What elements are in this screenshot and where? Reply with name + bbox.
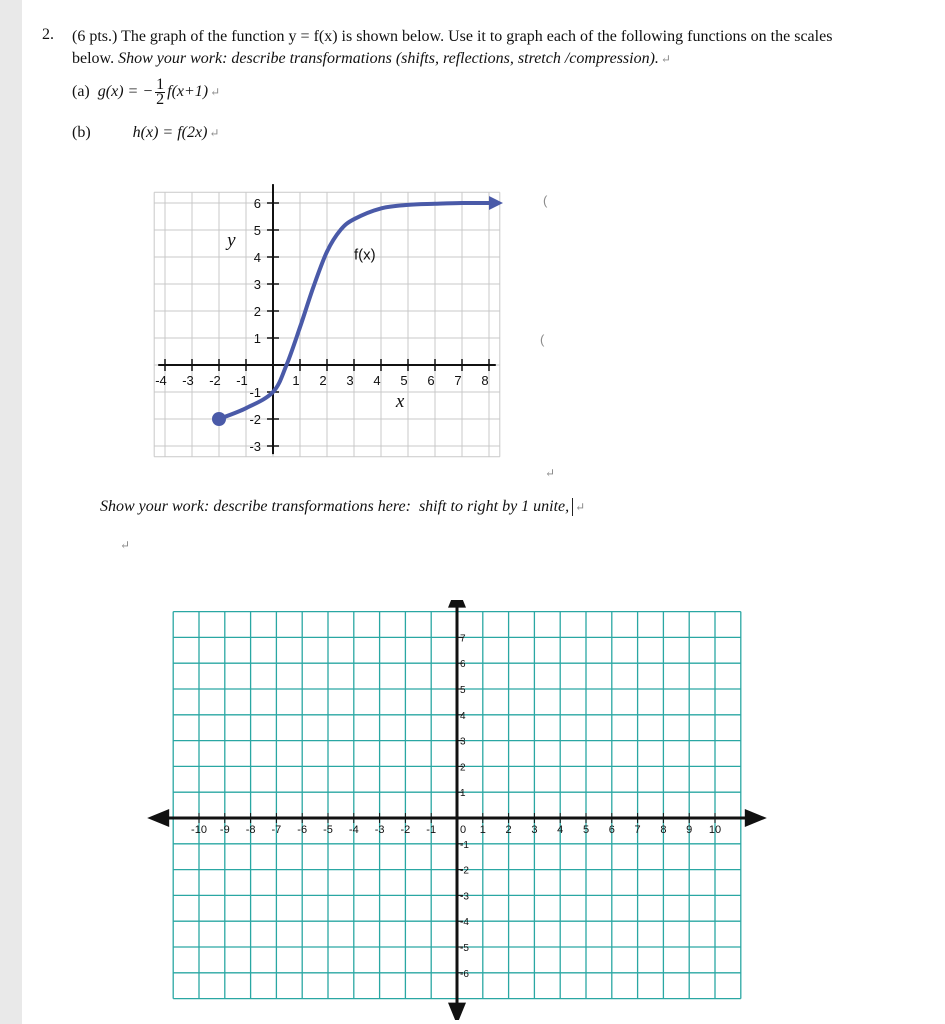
x-axis-left-arrow	[147, 809, 169, 827]
return-mark: ↵	[660, 52, 671, 66]
x-tick-label: -4	[155, 373, 167, 388]
y-tick-label: 6	[253, 196, 261, 211]
document-margin	[0, 0, 22, 1024]
function-graph-tick-labels	[155, 196, 488, 454]
x-tick-label: 6	[427, 373, 435, 388]
stray-paren-mark: (	[540, 332, 545, 347]
x-tick-label: -6	[297, 824, 308, 836]
y-tick-label: -1	[460, 839, 469, 851]
curve-start-point	[212, 412, 226, 426]
y-axis-down-arrow	[448, 1003, 466, 1020]
x-tick-label: 4	[373, 373, 381, 388]
x-tick-label: 9	[686, 824, 693, 836]
x-axis-label: x	[395, 390, 405, 412]
x-tick-label: 0	[459, 824, 467, 836]
part-b	[72, 124, 219, 142]
x-tick-label: -8	[245, 824, 256, 836]
x-tick-label: -10	[191, 824, 207, 836]
work-prompt	[100, 498, 585, 516]
work-prompt-answer[interactable]: shift to right by 1 unite,	[418, 498, 570, 515]
y-tick-label: -1	[249, 385, 261, 400]
x-tick-label: -7	[271, 824, 282, 836]
return-mark: ↵	[575, 500, 586, 514]
problem-show-work: Show your work: describe transformations (shifts, reflections, stretch /compression).	[118, 50, 659, 67]
return-mark: ↵	[210, 85, 221, 100]
x-tick-label: 1	[292, 373, 300, 388]
part-a-rhs: f(x+1)	[167, 83, 209, 101]
work-prompt-label: Show your work: describe transformations here:	[100, 498, 411, 515]
x-tick-label: 3	[346, 373, 354, 388]
x-tick-label: -5	[323, 824, 333, 836]
blank-coordinate-grid[interactable]	[140, 600, 770, 1020]
x-tick-label: 5	[400, 373, 408, 388]
problem-intro: The graph of the function y = f(x) is shown below. Use it to graph each of the following functions on the scales below.	[72, 28, 833, 67]
x-tick-label: 3	[531, 824, 538, 836]
y-axis-label: y	[227, 230, 236, 252]
y-tick-label: -3	[249, 439, 261, 454]
x-tick-label: -1	[426, 824, 437, 836]
text-cursor	[572, 498, 573, 516]
function-graph	[138, 180, 533, 465]
x-tick-label: -9	[219, 824, 230, 836]
function-graph-grid	[154, 192, 500, 457]
y-tick-label: 1	[460, 788, 466, 800]
part-a-label: (a)	[72, 83, 90, 101]
x-axis-right-arrow	[745, 809, 767, 827]
y-tick-label: -6	[460, 968, 469, 980]
fraction-numerator: 1	[156, 76, 165, 93]
x-tick-label: 8	[481, 373, 489, 388]
y-tick-label: 7	[460, 633, 466, 645]
part-a	[72, 78, 220, 107]
part-b-expr: h(x) = f(2x)	[132, 124, 208, 141]
problem-statement	[72, 26, 872, 70]
curve-label: f(x)	[354, 246, 376, 264]
x-tick-label: 4	[557, 824, 564, 836]
y-tick-label: 3	[253, 277, 261, 292]
problem-number: 2.	[42, 26, 54, 43]
x-tick-label: -3	[182, 373, 194, 388]
y-tick-label: 1	[253, 331, 261, 346]
x-tick-label: 2	[505, 824, 512, 836]
x-tick-label: 10	[708, 824, 722, 836]
x-tick-label: 7	[454, 373, 462, 388]
y-tick-label: 6	[460, 659, 466, 671]
y-tick-label: 5	[460, 685, 466, 696]
x-tick-label: -4	[348, 824, 359, 836]
part-a-lhs: g(x) = −	[97, 83, 154, 101]
y-tick-label: 2	[460, 762, 466, 774]
y-tick-label: 4	[460, 710, 466, 722]
x-tick-label: -2	[209, 373, 221, 388]
x-tick-label: -2	[400, 824, 411, 836]
y-tick-label: -2	[460, 865, 469, 877]
part-a-fraction	[155, 78, 165, 107]
y-tick-label: 5	[253, 223, 261, 238]
fraction-denominator: 2	[156, 91, 165, 108]
x-tick-label: 2	[319, 373, 327, 388]
x-tick-label: -3	[374, 824, 385, 836]
y-tick-label: 3	[460, 736, 466, 748]
curve-end-arrow	[489, 196, 503, 210]
return-mark: ↵	[545, 466, 556, 480]
y-tick-label: 4	[253, 250, 261, 265]
x-tick-label: 5	[582, 824, 590, 836]
return-mark: ↵	[120, 538, 131, 552]
x-tick-label: 8	[660, 824, 667, 836]
x-tick-label: 6	[608, 824, 615, 836]
y-tick-label: 2	[253, 304, 261, 319]
part-b-label: (b)	[72, 124, 91, 141]
y-axis-up-arrow	[448, 600, 466, 608]
problem-points: (6 pts.)	[72, 28, 118, 45]
y-tick-label: -5	[460, 943, 469, 954]
return-mark: ↵	[209, 126, 220, 140]
y-tick-label: -4	[460, 917, 469, 929]
x-tick-label: 7	[634, 824, 641, 836]
x-tick-label: 1	[479, 824, 486, 836]
y-tick-label: -3	[460, 891, 469, 903]
x-tick-label: -1	[236, 373, 248, 388]
y-tick-label: -2	[249, 412, 261, 427]
stray-paren-mark: (	[543, 193, 548, 208]
